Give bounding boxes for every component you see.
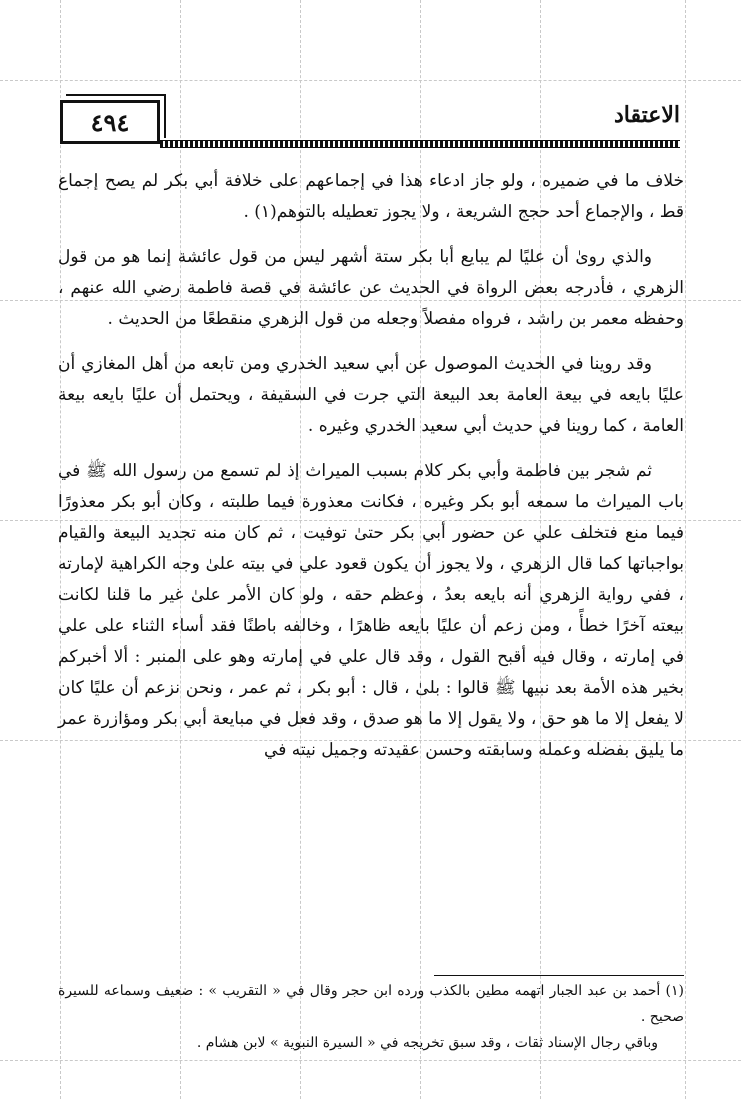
- footnote: (١) أحمد بن عبد الجبار اتهمه مطين بالكذب ورده ابن حجر وقال في « التقريب » : ضعيف وسماعه للسيرة صحيح .: [58, 983, 684, 1025]
- page-header: [60, 96, 680, 148]
- main-text: [58, 166, 684, 780]
- body-paragraph: ثم شجر بين فاطمة وأبي بكر كلام بسبب الميراث إذ لم تسمع من رسول الله ﷺ في باب الميراث ما سمعه أبو بكر وغيره ، فكانت معذورة فيما طلبته ، وكان أبو بكر معذورًا فيما منع فتخلف علي عن حضور أبي بكر حتىٰ توفيت ، ثم كان منه تجديد البيعة والقيام بواجباتها كما قال الزهري ، ولا يجوز أن يكون قعود علي في بيته علىٰ وجه الكراهية لإمارته ، ففي رواية الزهري أنه بايعه بعدُ ، وعظم حقه ، ولو كان الأمر علىٰ غير ما قلنا لكانت بيعته آخرًا خطأً ، ومن زعم أن عليًا بايعه ظاهرًا ، وخالفه باطنًا فقد أساء الثناء على علي في إمارته ، وقال فيه أقبح القول ، وقد قال علي في إمارته وهو على المنبر : ألا أخبركم بخير هذه الأمة بعد نبيها ﷺ قالوا : بلىٰ ، قال : أبو بكر ، ثم عمر ، ونحن نزعم أن عليًا كان لا يفعل إلا ما هو حق ، ولا يقول إلا ما هو صدق ، وقد فعل في مبايعة أبي بكر ومؤازرة عمر ما يليق بفضله وعمله وسابقته وحسن عقيدته وجميل نيته في: [58, 461, 684, 760]
- body-paragraph: وقد روينا في الحديث الموصول عن أبي سعيد الخدري ومن تابعه من أهل المغازي أن عليًا بايعه في بيعة العامة بعد البيعة التي جرت في السقيفة ، ويحتمل أن عليًا بايعه بيعة العامة ، كما روينا في حديث أبي سعيد الخدري وغيره .: [58, 354, 684, 436]
- guide-line: [0, 80, 741, 81]
- body-paragraph: خلاف ما في ضميره ، ولو جاز ادعاء هذا في إجماعهم على خلافة أبي بكر لم يصح إجماع قط ، والإجماع أحد حجج الشريعة ، ولا يجوز تعطيله بالتوهم(١) .: [58, 171, 684, 222]
- guide-line: [0, 1060, 741, 1061]
- footnotes: [58, 978, 684, 1056]
- header-rule: [160, 140, 680, 148]
- body-paragraph: والذي روىٰ أن عليًا لم يبايع أبا بكر ستة أشهر ليس من قول عائشة إنما هو من قول الزهري ، فأدرجه بعض الرواة في الحديث عن عائشة في قصة فاطمة رضي الله عنهم ، وحفظه معمر بن راشد ، فرواه مفصلاً وجعله من قول الزهري منقطعًا من الحديث .: [58, 247, 684, 329]
- page-number: ٤٩٤: [90, 107, 130, 137]
- footnote: وباقي رجال الإسناد ثقات ، وقد سبق تخريجه في « السيرة النبوية » لابن هشام .: [196, 1035, 658, 1051]
- running-title: الاعتقاد: [613, 102, 680, 128]
- page-number-box: [60, 100, 160, 144]
- footnote-separator: [434, 975, 684, 976]
- guide-line: [685, 0, 686, 1099]
